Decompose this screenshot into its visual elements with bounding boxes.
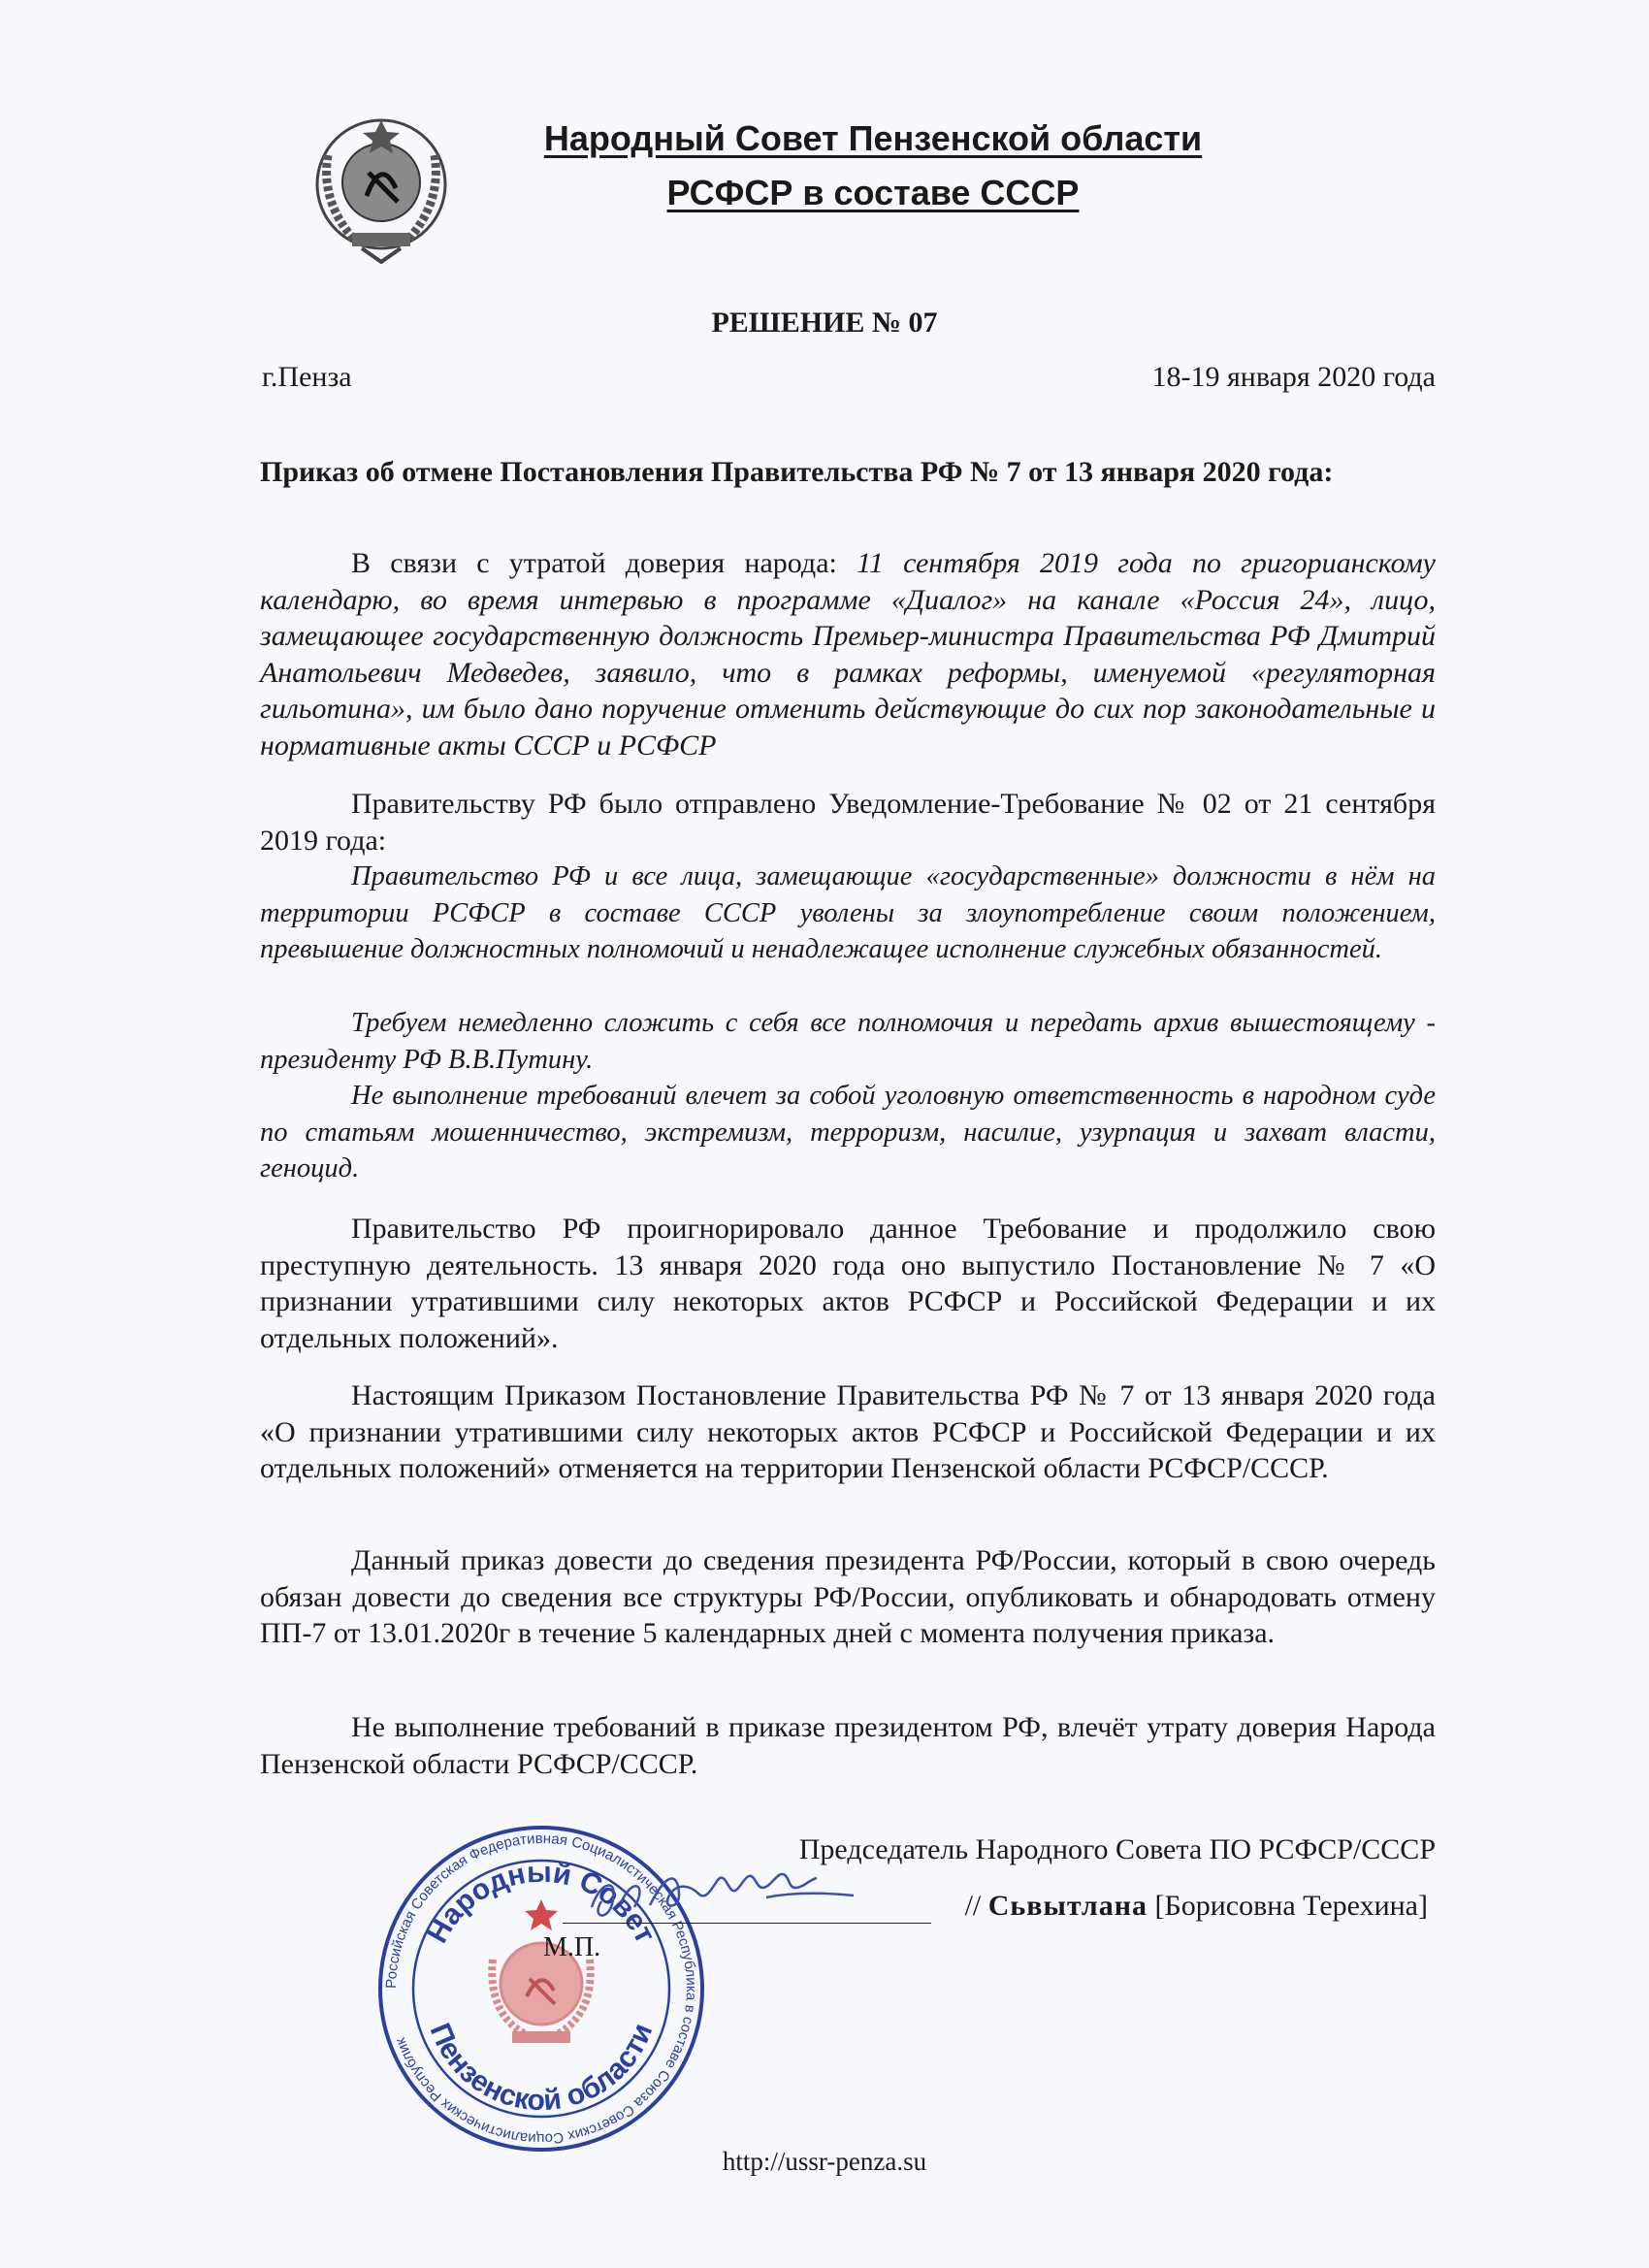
seal-top-text: Народный Совет bbox=[421, 1856, 662, 1949]
decision-subject: Приказ об отмене Постановления Правительства РФ № 7 от 13 января 2020 года: bbox=[260, 456, 1334, 488]
footer-url[interactable]: http://ussr-penza.su bbox=[722, 2147, 927, 2176]
quote-1: Правительство РФ и все лица, замещающие «государственные» должности в нём на территории РСФСР в составе СССР уволены за злоупотребление своим положением, превышение должностных полномочий и ненадлежащее исполнение служебных обязанностей. bbox=[260, 861, 1436, 964]
paragraph-5: Данный приказ довести до сведения президента РФ/России, который в свою очередь обязан довести до сведения все структуры РФ/России, опубликовать и обнародовать отмену ПП-7 от 13.01.2020г в течение 5 календарных дней с момента получения приказа. bbox=[260, 1544, 1436, 1649]
signer-first-name: Сьвытлана bbox=[987, 1890, 1148, 1922]
paragraph-3: Правительство РФ проигнорировало данное Требование и продолжило свою преступную деятельность. 13 января 2020 года оно выпустило Постановление № 7 «О признании утратившими силу некоторых актов РСФСР и Российской Федерации и их отдельных положений». bbox=[260, 1213, 1436, 1354]
paragraph-6: Не выполнение требований в приказе президентом РФ, влечёт утрату доверия Народа Пензенской области РСФСР/СССР. bbox=[260, 1711, 1436, 1780]
quote-2: Требуем немедленно сложить с себя все полномочия и передать архив вышестоящему - президенту РФ В.В.Путину. bbox=[260, 1008, 1436, 1075]
council-subtitle: РСФСР в составе СССР bbox=[666, 173, 1080, 212]
seal-bottom-text: Пензенской области bbox=[423, 2019, 660, 2118]
stamp-place-label: М.П. bbox=[543, 1932, 601, 1962]
paragraph-1 bbox=[260, 545, 1436, 763]
decision-title: РЕШЕНИЕ № 07 bbox=[711, 307, 938, 339]
signer-prefix: // bbox=[964, 1890, 988, 1922]
city: г.Пенза bbox=[262, 361, 352, 393]
handwritten-signature bbox=[582, 1861, 902, 1928]
decision-date: 18-19 января 2020 года bbox=[1151, 361, 1436, 393]
ussr-emblem-icon bbox=[308, 107, 454, 264]
paragraph-1-quote: 11 сентября 2019 года по григорианскому календарю, во время интервью в программе «Диалог» на канале «Россия 24», лицо, замещающее государственную должность Премьер-министра Правительства РФ Дмитрий Анатольевич Медведев, заявило, что в рамках реформы, именуемой «регуляторная гильотина», им было дано поручение отменить действующие до сих пор законодательные и нормативные акты СССР и РСФСР bbox=[260, 547, 1436, 761]
paragraph-2: Правительству РФ было отправлено Уведомление-Требование № 02 от 21 сентября 2019 года: bbox=[260, 788, 1436, 857]
chair-title: Председатель Народного Совета ПО РСФСР/СССР bbox=[798, 1833, 1436, 1865]
quote-3: Не выполнение требований влечет за собой уголовную ответственность в народном суде по статьям мошенничество, экстремизм, терроризм, насилие, узурпация и захват власти, геноцид. bbox=[260, 1081, 1436, 1183]
seal-ring-text: Российская Советская Федеративная Социалистическая Республика в составе Союза Советских Социалистических Республик bbox=[382, 1830, 700, 2148]
signer-name bbox=[965, 1890, 1428, 1923]
signer-rest-name: [Борисовна Терехина] bbox=[1148, 1890, 1428, 1922]
paragraph-1-lead: В связи с утратой доверия народа: bbox=[351, 547, 857, 579]
council-name: Народный Совет Пензенской области bbox=[543, 118, 1203, 158]
paragraph-4: Настоящим Приказом Постановление Правительства РФ № 7 от 13 января 2020 года «О признании утратившими силу некоторых актов РСФСР и Российской Федерации и их отдельных положений» отменяется на территории Пензенской области РСФСР/СССР. bbox=[260, 1379, 1436, 1484]
